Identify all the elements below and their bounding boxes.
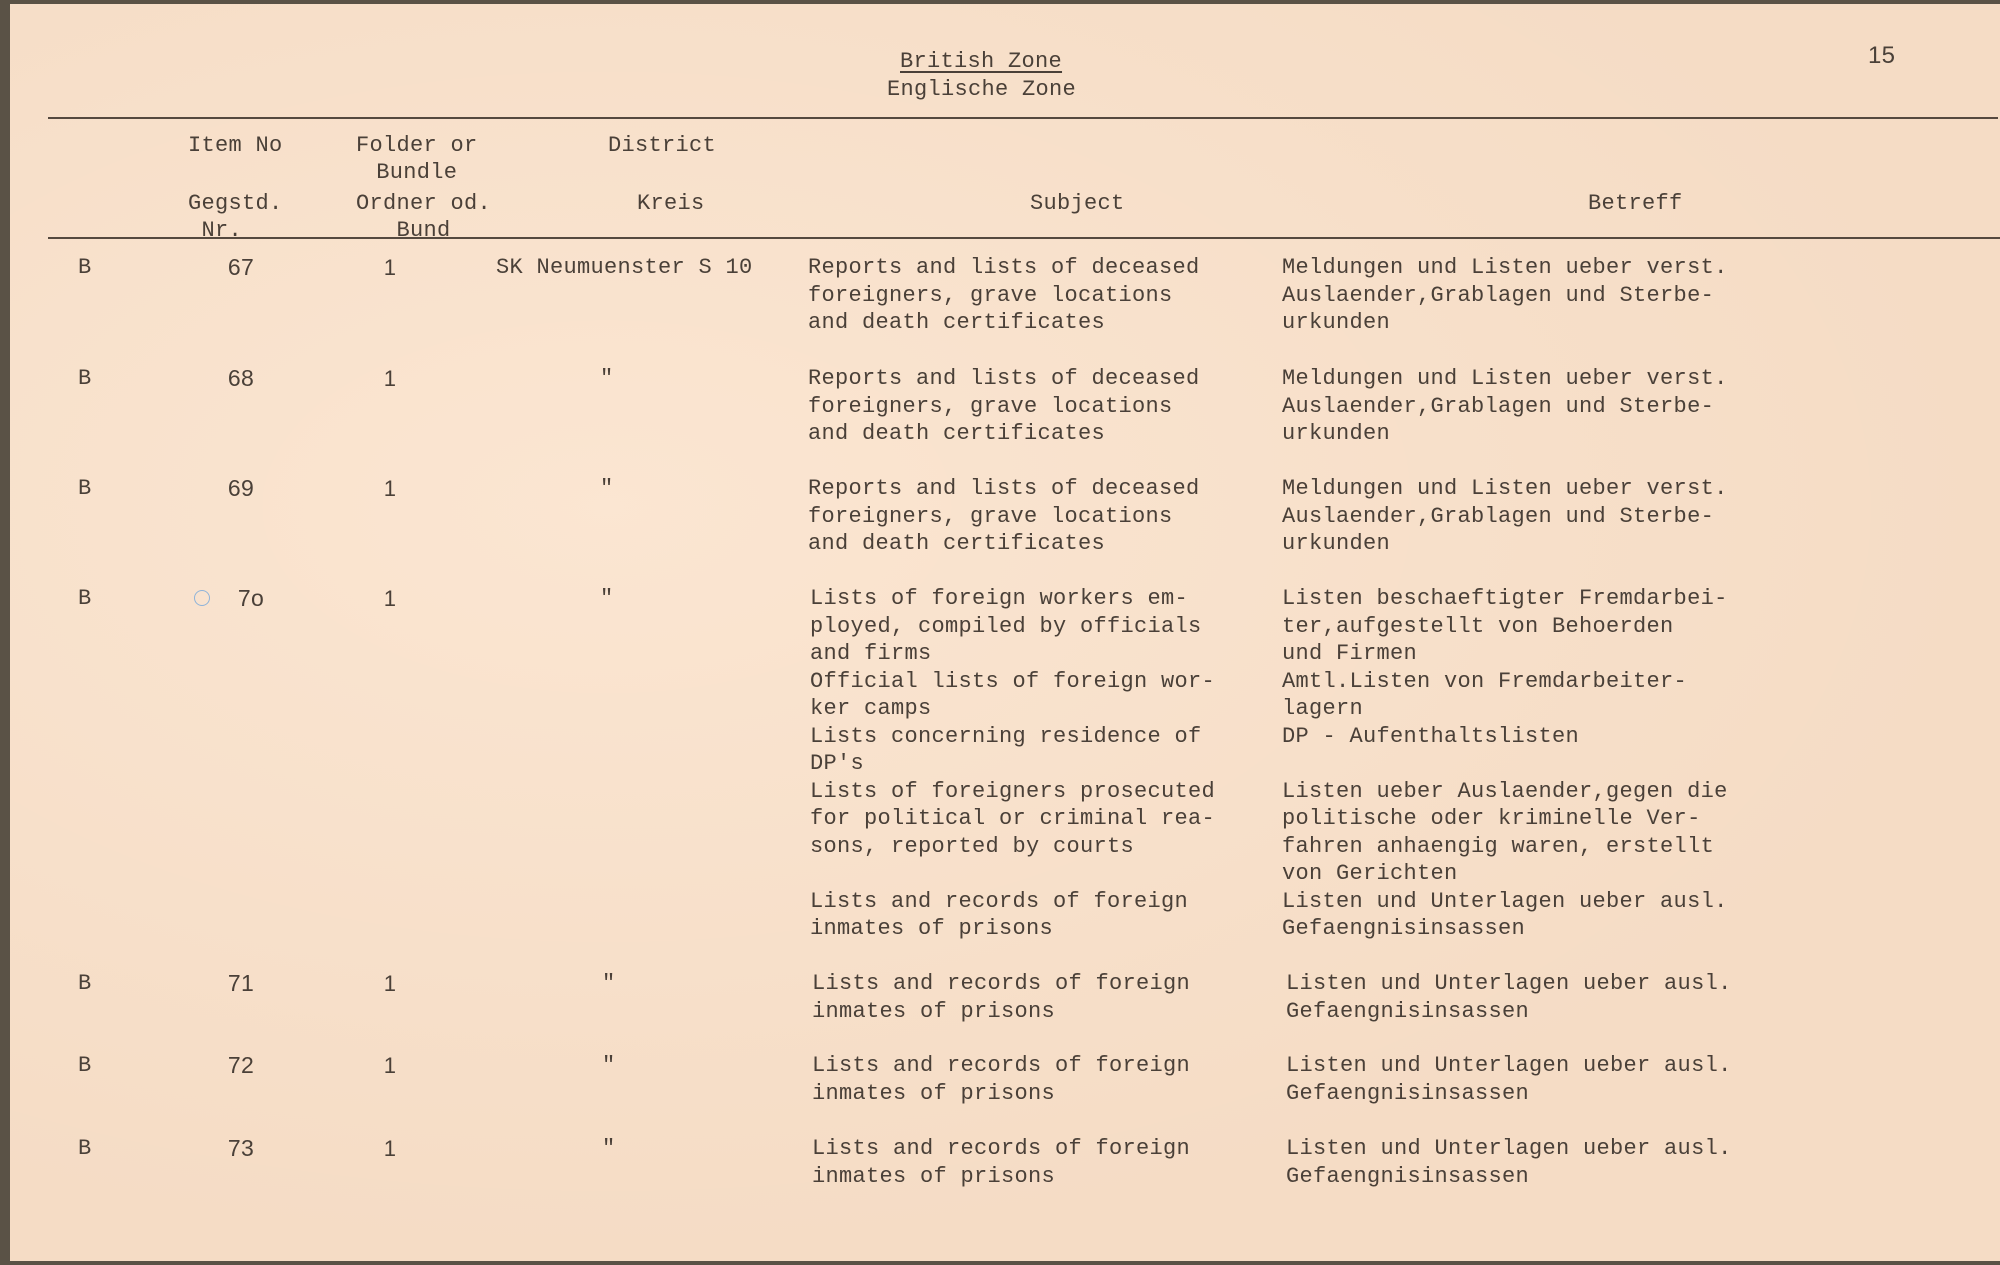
col-header-district: District [608, 133, 717, 158]
row-prefix: B [78, 255, 92, 280]
col-header-item-no: Item No [188, 133, 283, 158]
col-header-betreff: Betreff [1588, 191, 1683, 216]
row-item-no: 71 [227, 970, 255, 996]
row-betreff: Listen und Unterlagen ueber ausl. Gefaengnisinsassen [1286, 971, 1732, 1024]
circle-mark-icon [194, 586, 212, 614]
row-district: SK Neumuenster S 10 [496, 255, 753, 280]
row-district-ditto: " [600, 586, 614, 611]
row-item-no: 69 [227, 475, 255, 501]
row-district-ditto: " [602, 971, 616, 996]
row-item-no: 72 [227, 1052, 255, 1078]
row-folder: 1 [383, 1053, 397, 1078]
row-subject: Reports and lists of deceased foreigners, grave locations and death certificates [808, 255, 1200, 335]
col-header-folder-de: Ordner od. Bund [356, 191, 492, 243]
row-district-ditto: " [600, 476, 614, 501]
row-subject: Lists and records of foreign inmates of prisons [812, 1136, 1191, 1189]
row-item-no: 73 [227, 1135, 255, 1161]
row-folder: 1 [383, 255, 397, 280]
row-betreff: Meldungen und Listen ueber verst. Auslaender,Grablagen und Sterbe- urkunden [1282, 366, 1728, 446]
row-prefix: B [78, 586, 92, 611]
row-subject: Reports and lists of deceased foreigners, grave locations and death certificates [808, 366, 1200, 446]
header-top-rule [48, 117, 1998, 119]
row-subject: Lists of foreign workers em- ployed, compiled by officials and firms Official lists of foreign wor- ker camps Lists concerning residence of DP's Lists of foreigners prosecuted for political or criminal rea- sons, reported by courts Lists and records of foreign inmates of prisons [810, 586, 1216, 941]
row-district-ditto: " [600, 366, 614, 391]
row-subject: Reports and lists of deceased foreigners, grave locations and death certificates [808, 476, 1200, 556]
row-prefix: B [78, 971, 92, 996]
col-header-folder: Folder or Bundle [356, 133, 478, 185]
row-betreff: Meldungen und Listen ueber verst. Auslaender,Grablagen und Sterbe- urkunden [1282, 255, 1728, 335]
row-district-ditto: " [602, 1053, 616, 1078]
row-prefix: B [78, 366, 92, 391]
header-bottom-rule [48, 237, 2000, 239]
row-folder: 1 [383, 1136, 397, 1161]
row-prefix: B [78, 476, 92, 501]
col-header-subject: Subject [1030, 191, 1125, 216]
zone-subtitle: Englische Zone [887, 77, 1077, 102]
row-betreff: Meldungen und Listen ueber verst. Auslaender,Grablagen und Sterbe- urkunden [1282, 476, 1728, 556]
col-header-item-no-de: Gegstd. Nr. [188, 191, 283, 243]
row-folder: 1 [383, 971, 397, 996]
row-folder: 1 [383, 476, 397, 501]
row-prefix: B [78, 1053, 92, 1078]
col-header-district-de: Kreis [637, 191, 705, 216]
row-folder: 1 [383, 586, 397, 611]
row-folder: 1 [383, 366, 397, 391]
row-district-ditto: " [602, 1136, 616, 1161]
row-subject: Lists and records of foreign inmates of prisons [812, 971, 1191, 1024]
document-page [10, 4, 2000, 1261]
zone-title: British Zone [900, 49, 1063, 74]
row-prefix: B [78, 1136, 92, 1161]
row-item-no: 67 [227, 254, 255, 280]
row-subject: Lists and records of foreign inmates of prisons [812, 1053, 1191, 1106]
row-betreff: Listen und Unterlagen ueber ausl. Gefaengnisinsassen [1286, 1053, 1732, 1106]
page-number: 15 [1868, 42, 1896, 69]
row-item-no: 68 [227, 365, 255, 391]
row-betreff: Listen und Unterlagen ueber ausl. Gefaengnisinsassen [1286, 1136, 1732, 1189]
row-betreff: Listen beschaeftigter Fremdarbei- ter,aufgestellt von Behoerden und Firmen Amtl.Listen von Fremdarbeiter- lagern DP - Aufenthaltslisten Listen ueber Auslaender,gegen die politische oder kriminelle Ver- fahren anhaengig waren, erstellt von Gerichten Listen und Unterlagen ueber ausl. Gefaengnisinsassen [1282, 586, 1728, 941]
row-item-no: 7o [237, 585, 265, 611]
